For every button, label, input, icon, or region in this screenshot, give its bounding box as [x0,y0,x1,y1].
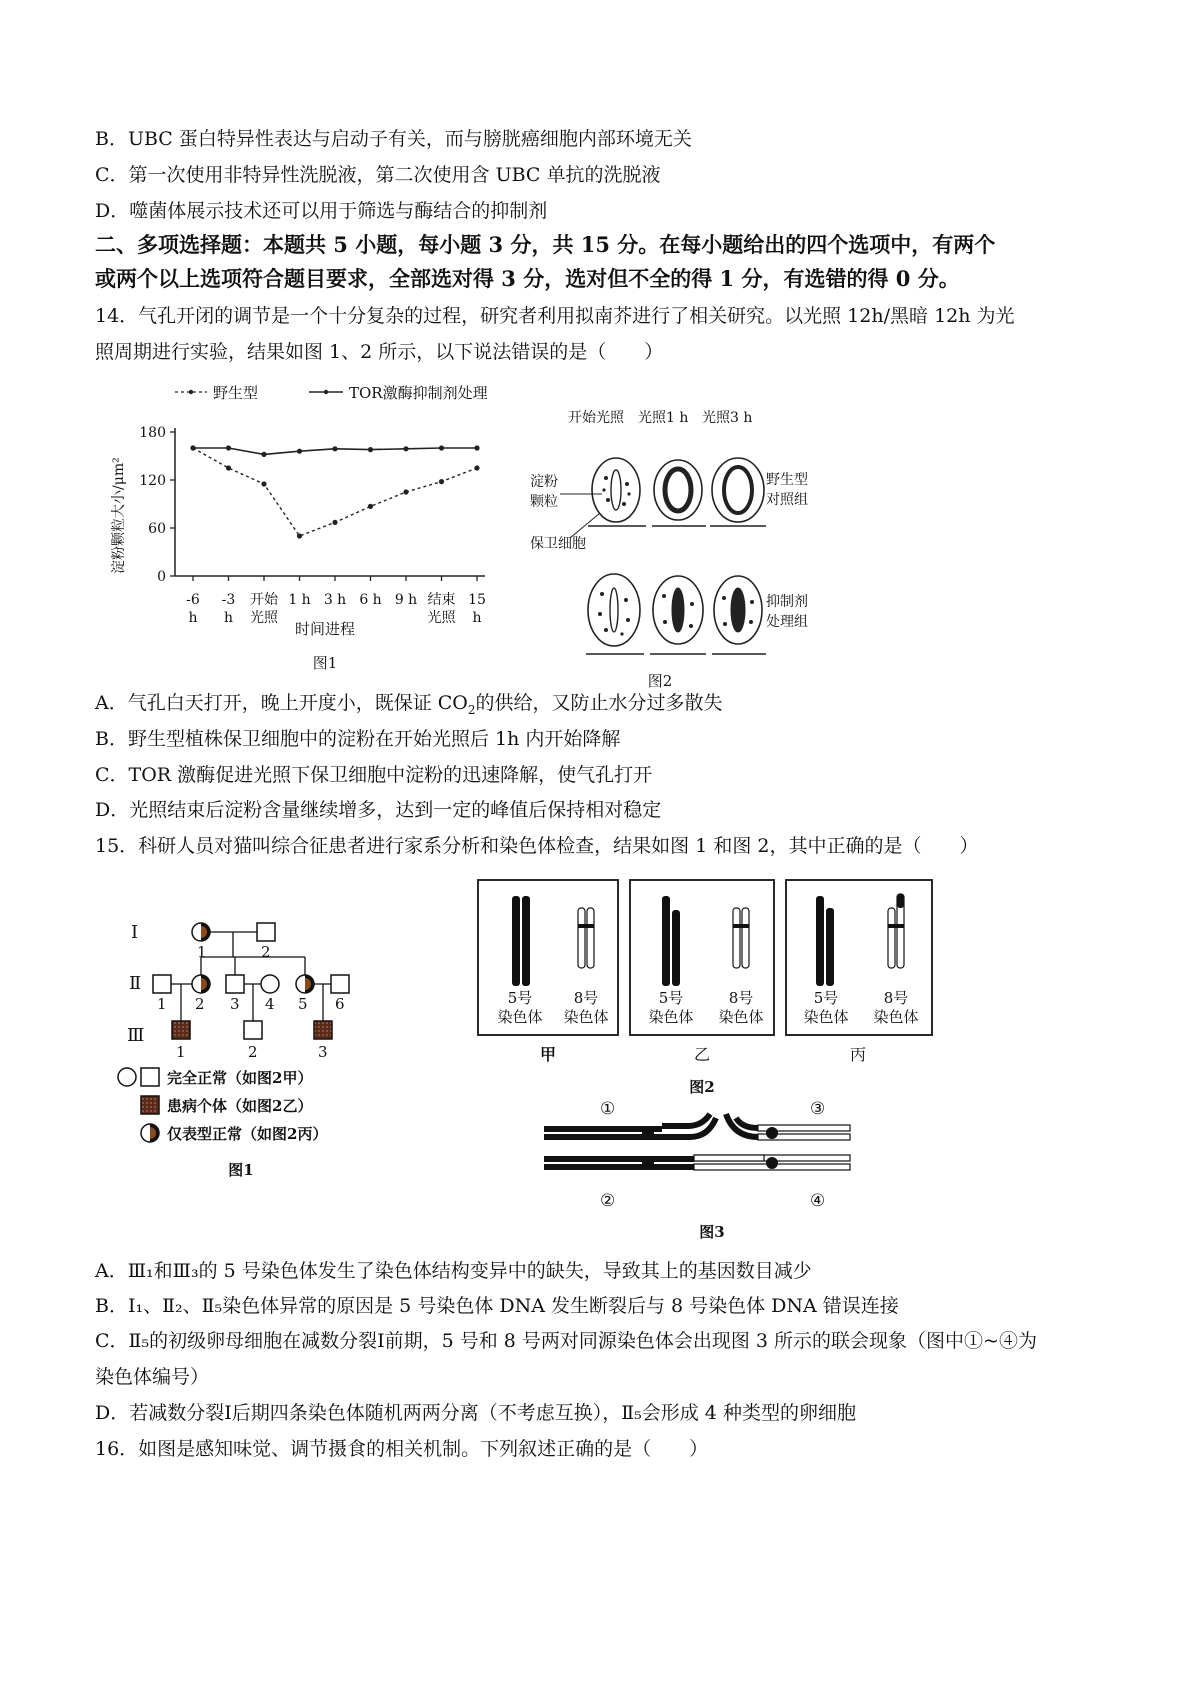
y-axis-label: 淀粉颗粒大小/μm² [111,457,127,574]
point-tor-inhibitor [403,446,408,451]
chromosome-3 [726,1114,850,1140]
legend-carrier-icon [141,1124,159,1142]
pedigree-ii5-carrier-female [296,975,314,993]
q16-stem: 16．如图是感知味觉、调节摄食的相关机制。下列叙述正确的是（ ） [95,1438,709,1460]
q15-option-c-line1: C．Ⅱ₅的初级卵母细胞在减数分裂Ⅰ前期，5 号和 8 号两对同源染色体会出现图 3 所示的联会现象（图中①~④为 [95,1330,1037,1352]
x-tick-label: 15 [468,592,486,608]
legend-affected-icon [141,1096,159,1114]
pedigree-num-iii2: 2 [248,1043,258,1061]
q14-option-c: C．TOR 激酶促进光照下保卫细胞中淀粉的迅速降解，使气孔打开 [95,764,653,786]
point-tor-inhibitor [332,446,337,451]
point-tor-inhibitor [297,449,302,454]
q14-figure1-chart [95,378,525,678]
q14-option-b: B．野生型植株保卫细胞中的淀粉在开始光照后 1h 内开始降解 [95,728,621,750]
panel-bing [786,880,932,1035]
q14-figure2-guard-cells [530,398,870,688]
figure3-caption: 图3 [699,1223,725,1241]
y-tick-label: 60 [148,521,166,537]
point-tor-inhibitor [474,445,479,450]
chromosome-marker-4: ④ [810,1191,826,1211]
legend-label-tor-inhibitor: TOR激酶抑制剂处理 [349,384,488,402]
bing-chr8-label-b: 染色体 [873,1008,919,1026]
panel-label-jia: 甲 [539,1045,557,1064]
q15-figure1-pedigree [105,905,375,1185]
legend-affected-label: 患病个体（如图2乙） [167,1097,313,1115]
point-tor-inhibitor [261,452,266,457]
legend-label-wild-type: 野生型 [213,384,259,402]
fig2-col-label-start: 开始光照 [568,410,624,426]
q15-figure3-synapsis [540,1092,880,1242]
pedigree-iii1-affected-male [172,1021,190,1039]
x-tick-label: 6 h [359,592,382,608]
chromosome-2 [544,1156,694,1170]
jia-chr5-label-a: 5号 [507,989,533,1007]
x-tick-label-cont: 光照 [250,610,278,626]
point-tor-inhibitor [368,447,373,452]
pedigree-num-ii2: 2 [195,995,205,1013]
chromosome-marker-3: ③ [810,1099,826,1119]
jia-chr5-label-b: 染色体 [497,1008,543,1026]
guard-cell-inhibitor-1h [650,576,706,654]
generation-label-2: Ⅱ [129,973,142,994]
figure2-caption: 图2 [647,672,673,688]
q13-option-b: B．UBC 蛋白特异性表达与启动子有关，而与膀胱癌细胞内部环境无关 [95,128,692,150]
fig2-label-starch-2: 颗粒 [530,494,558,510]
point-wild-type [261,481,266,486]
fig2-row2-label-2: 处理组 [766,614,808,630]
q13-option-d: D．噬菌体展示技术还可以用于筛选与酶结合的抑制剂 [95,200,548,222]
panel-label-bing: 丙 [849,1045,867,1064]
pedigree-num-ii5: 5 [298,995,308,1013]
pedigree-caption: 图1 [228,1161,254,1179]
fig2-col-label-3h: 光照3 h [702,410,753,426]
q14-stem-line1: 14．气孔开闭的调节是一个十分复杂的过程，研究者利用拟南芥进行了相关研究。以光照 12h/黑暗 12h 为光 [95,305,1015,327]
point-wild-type [474,465,479,470]
x-tick-label-cont: h [472,610,482,626]
x-axis-label: 时间进程 [294,620,356,638]
q15-option-a: A．Ⅲ₁和Ⅲ₃的 5 号染色体发生了染色体结构变异中的缺失，导致其上的基因数目减少 [95,1260,812,1282]
pedigree-num-iii3: 3 [318,1043,328,1061]
pedigree-num-ii3: 3 [230,995,240,1013]
y-tick-label: 180 [139,425,166,441]
q14-option-a-text: A．气孔白天打开，晚上开度小，既保证 CO [95,692,468,714]
pedigree-ii4-normal-female [261,975,279,993]
chromosome-1 [544,1114,716,1140]
figure2-chromosome-caption: 图2 [689,1078,715,1096]
point-wild-type [297,533,302,538]
q14-option-d: D．光照结束后淀粉含量继续增多，达到一定的峰值后保持相对稳定 [95,799,662,821]
pedigree-ii2-carrier-female [192,975,210,993]
q14-option-a-text-end: 的供给，又防止水分过多散失 [475,692,723,714]
chart-legend [175,384,488,402]
x-tick-label: -3 [221,592,236,608]
pedigree-num-i2: 2 [261,943,271,961]
point-tor-inhibitor [439,445,444,450]
pedigree-i1-carrier-female [192,923,210,941]
section2-heading-line2: 或两个以上选项符合题目要求，全部选对得 3 分，选对但不全的得 1 分，有选错的得 0 分。 [95,266,960,291]
chromosome-marker-2: ② [600,1191,616,1211]
pedigree-num-iii1: 1 [176,1043,186,1061]
guard-cell-wt-3h [710,458,766,526]
pedigree-iii2-normal-male [244,1021,262,1039]
jia-chr8-label-a: 8号 [573,989,599,1007]
yi-chr5-label-b: 染色体 [648,1008,694,1026]
fig2-col-label-1h: 光照1 h [638,410,689,426]
q15-stem: 15．科研人员对猫叫综合征患者进行家系分析和染色体检查，结果如图 1 和图 2，其中正确的是（ ） [95,835,979,857]
yi-chr5-label-a: 5号 [658,989,684,1007]
q15-option-b: B．Ⅰ₁、Ⅱ₂、Ⅱ₅染色体异常的原因是 5 号染色体 DNA 发生断裂后与 8 号染色体 DNA 错误连接 [95,1295,899,1317]
pedigree-ii1-normal-male [153,975,171,993]
chromosome-4 [694,1155,850,1170]
guard-cell-wt-1h [652,460,706,526]
y-tick-label: 120 [139,473,166,489]
fig2-row1-label-1: 野生型 [766,472,808,488]
pedigree-iii3-affected-male [314,1021,332,1039]
point-tor-inhibitor [226,445,231,450]
point-wild-type [403,489,408,494]
x-tick-label-cont: h [188,610,198,626]
x-tick-label-cont: 光照 [427,610,456,626]
yi-chr8-label-b: 染色体 [718,1008,764,1026]
fig2-row2-label-1: 抑制剂 [766,594,808,610]
point-wild-type [226,465,231,470]
fig2-label-starch-1: 淀粉 [530,474,558,490]
point-wild-type [368,504,373,509]
q15-option-d: D．若减数分裂Ⅰ后期四条染色体随机两两分离（不考虑互换），Ⅱ₅会形成 4 种类型的卵细胞 [95,1402,856,1424]
point-tor-inhibitor [190,445,195,450]
pedigree-num-ii6: 6 [335,995,345,1013]
q15-option-c-line2: 染色体编号） [95,1366,210,1388]
x-tick-label: 开始 [250,592,278,608]
panel-yi [630,880,774,1035]
y-tick-label: 0 [157,569,166,585]
pedigree-num-ii4: 4 [265,995,275,1013]
panel-jia [478,880,618,1035]
guard-cell-inhibitor-start [586,574,644,654]
q14-option-a-subscript: 2 [467,702,476,717]
chromosome-marker-1: ① [600,1099,616,1119]
x-tick-label: 9 h [394,592,418,608]
legend-normal-square-icon [141,1068,159,1086]
pedigree-ii3-normal-male [226,975,244,993]
q14-stem-line2: 照周期进行实验，结果如图 1、2 所示，以下说法错误的是（ ） [95,341,664,363]
bing-chr5-label-b: 染色体 [803,1008,849,1026]
bing-chr8-label-a: 8号 [883,989,909,1007]
x-tick-label: 结束 [427,592,456,608]
section2-heading-line1: 二、多项选择题：本题共 5 小题，每小题 3 分，共 15 分。在每小题给出的四个选项中，有两个 [95,232,996,257]
x-tick-label: -6 [186,592,200,608]
jia-chr8-label-b: 染色体 [563,1008,609,1026]
q13-option-c: C．第一次使用非特异性洗脱液，第二次使用含 UBC 单抗的洗脱液 [95,164,661,186]
guard-cell-inhibitor-3h [712,576,766,654]
pedigree-ii6-normal-male [331,975,349,993]
generation-label-3: Ⅲ [127,1025,145,1046]
legend-carrier-label: 仅表型正常（如图2丙） [167,1125,328,1143]
pedigree-num-i1: 1 [197,943,207,961]
x-tick-label: 3 h [323,592,347,608]
point-wild-type [332,520,337,525]
legend-normal-label: 完全正常（如图2甲） [167,1069,313,1087]
generation-label-1: Ⅰ [131,922,139,943]
x-tick-label: 1 h [288,592,311,608]
fig2-row1-label-2: 对照组 [766,492,808,508]
pedigree-i2-normal-male [257,923,275,941]
point-wild-type [439,479,444,484]
figure1-caption: 图1 [312,654,338,672]
bing-chr5-label-a: 5号 [813,989,839,1007]
x-tick-label-cont: h [223,610,234,626]
q14-option-a [95,690,723,723]
legend-normal-circle-icon [118,1068,136,1086]
fig2-label-guard-cell: 保卫细胞 [530,536,586,552]
pedigree-num-ii1: 1 [157,995,167,1013]
yi-chr8-label-a: 8号 [728,989,754,1007]
panel-label-yi: 乙 [693,1045,711,1064]
